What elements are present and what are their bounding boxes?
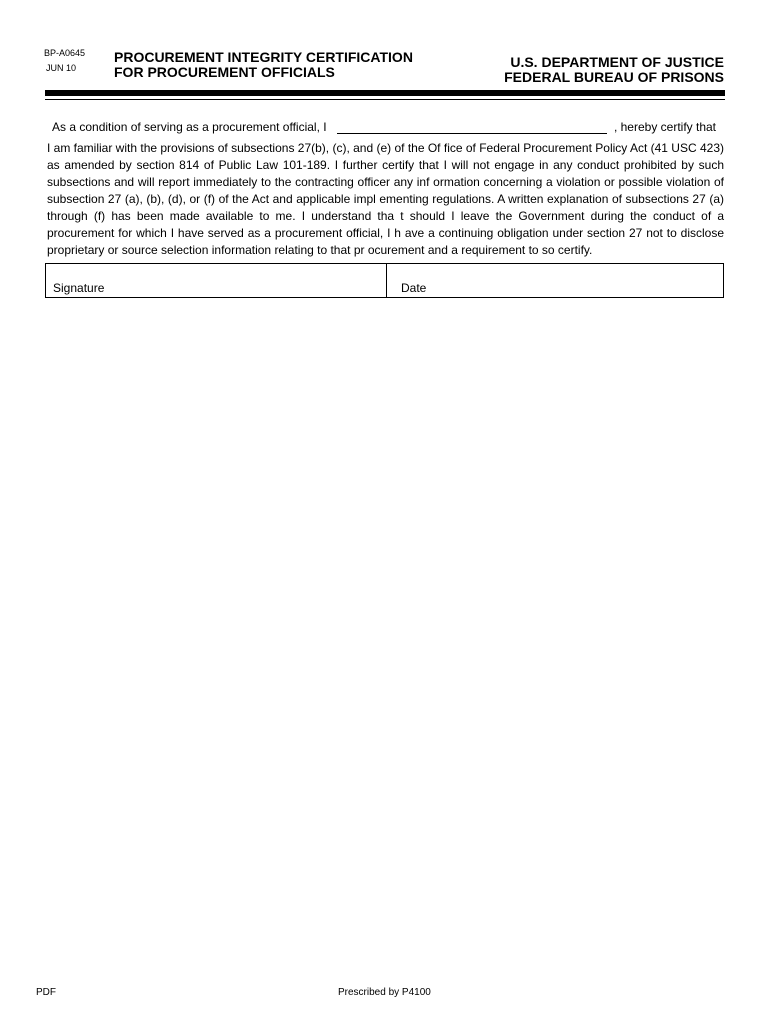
agency-line-1: U.S. DEPARTMENT OF JUSTICE <box>510 54 724 70</box>
agency-line-2: FEDERAL BUREAU OF PRISONS <box>504 69 724 85</box>
certification-prefix: As a condition of serving as a procurement official, I <box>52 120 327 134</box>
form-title-line-1: PROCUREMENT INTEGRITY CERTIFICATION <box>114 49 413 65</box>
date-label: Date <box>401 281 427 295</box>
certification-body: I am familiar with the provisions of subsections 27(b), (c), and (e) of the Of fice of Federal Procurement Policy Act (41 USC 423) as amended by section 814 of Public Law 101-189. I further certify that I will not engage in any conduct prohibited by such subsections and will report immediately to the contracting officer any inf ormation concerning a violation or possible violation of subsection 27 (a), (b), (d), or (f) of the Act and applicable impl ementing regulations. A written explanation of subsections 27 (a) through (f) has been made available to me. I understand tha t should I leave the Government during the conduct of a procurement for which I have served as a procurement official, I h ave a continuing obligation under section 27 not to disclose proprietary or source selection information relating to that pr ocurement and a requirement to so certify. <box>47 141 724 257</box>
form-code: BP-A0645 <box>44 48 86 58</box>
footer-format: PDF <box>36 987 56 998</box>
signature-field[interactable] <box>46 264 387 297</box>
header-rule-thick <box>45 90 725 96</box>
signature-block <box>45 263 724 298</box>
certification-line <box>52 119 716 134</box>
signature-label: Signature <box>53 281 105 295</box>
official-name-field[interactable] <box>337 119 607 134</box>
footer-prescribed: Prescribed by P4100 <box>338 987 431 998</box>
header-rule-thin <box>45 99 725 100</box>
agency-name <box>504 55 724 85</box>
form-revision-date: JUN 10 <box>46 63 77 73</box>
form-title-line-2: FOR PROCUREMENT OFFICIALS <box>114 64 335 80</box>
form-title <box>114 50 413 80</box>
date-field[interactable] <box>387 264 723 297</box>
certification-suffix: , hereby certify that <box>613 120 716 134</box>
